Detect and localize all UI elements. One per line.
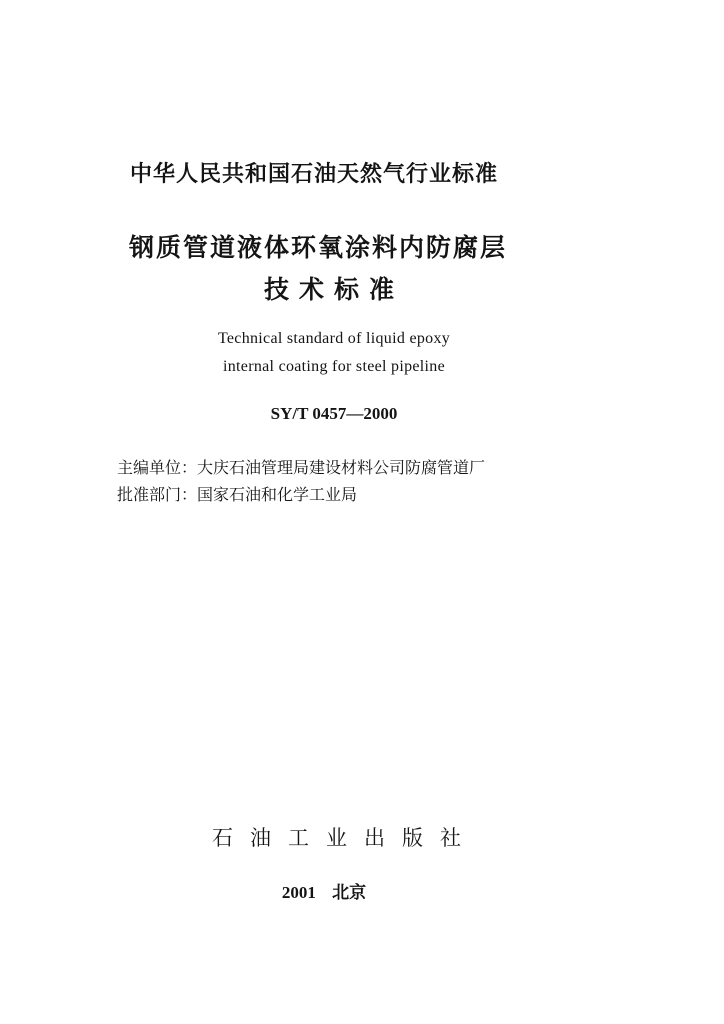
standard-number: SY/T 0457—2000 bbox=[270, 404, 398, 423]
editor-unit-row bbox=[117, 455, 485, 478]
industry-standard-header: 中华人民共和国石油天然气行业标准 bbox=[130, 162, 499, 187]
approval-department-row bbox=[117, 482, 357, 505]
publisher-name: 石油工业出版社 bbox=[212, 826, 478, 850]
approval-department-label: 批准部门： bbox=[117, 485, 198, 504]
document-title-line-1: 钢质管道液体环氧涂料内防腐层 bbox=[129, 233, 508, 262]
editor-unit-label: 主编单位： bbox=[117, 458, 198, 477]
publication-date-place: 2001 北京 bbox=[281, 883, 367, 902]
approval-department-value: 国家石油和化学工业局 bbox=[197, 485, 358, 504]
editor-unit-value: 大庆石油管理局建设材料公司防腐管道厂 bbox=[197, 458, 486, 477]
english-title-line-2: internal coating for steel pipeline bbox=[223, 358, 445, 375]
document-title-line-2: 技术标准 bbox=[263, 275, 404, 304]
english-title-line-1: Technical standard of liquid epoxy bbox=[217, 330, 451, 347]
